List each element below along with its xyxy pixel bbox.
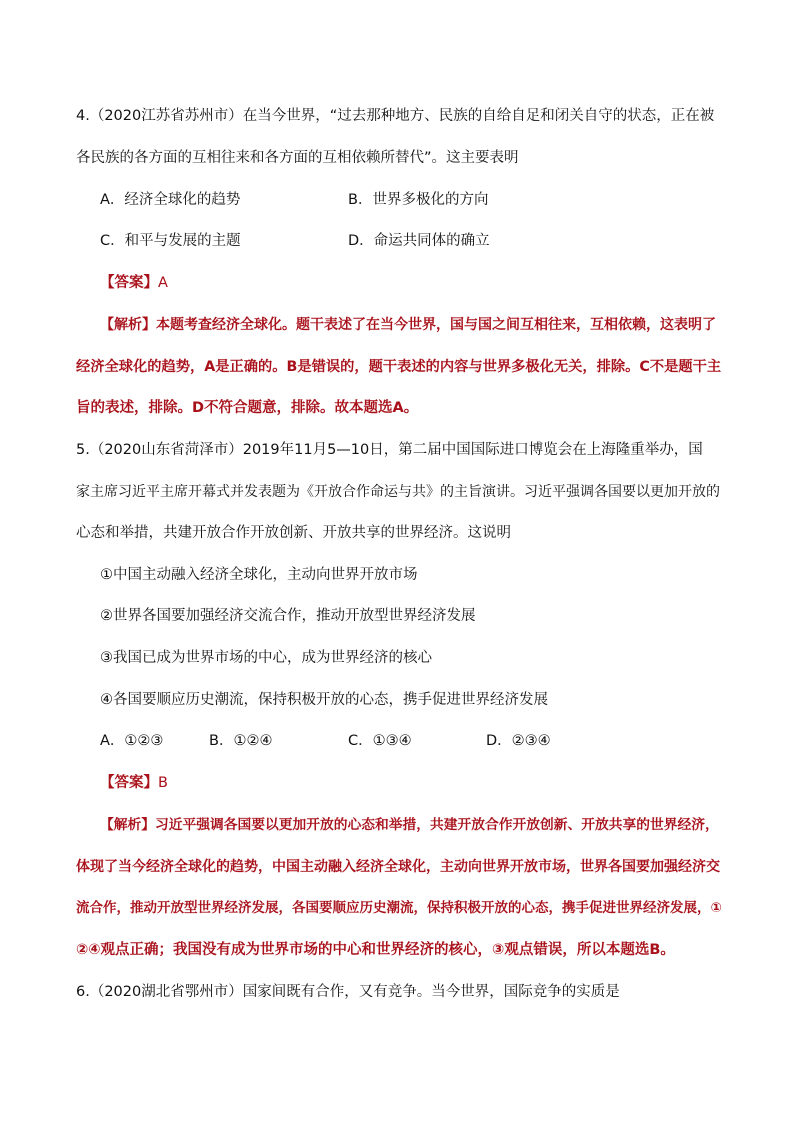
q4-analysis-line-2: 经济全球化的趋势，A是正确的。B是错误的，题干表述的内容与世界多极化无关，排除。C不是题干主 <box>76 359 722 375</box>
q4-option-b: B．世界多极化的方向 <box>348 192 489 208</box>
q4-option-a: A．经济全球化的趋势 <box>100 192 241 208</box>
q4-analysis-tag: 【解析】 <box>100 317 156 333</box>
q5-stem-line-3: 心态和举措，共建开放合作开放创新、开放共享的世界经济。这说明 <box>76 525 511 541</box>
q5-option-c: C．①③④ <box>348 733 412 749</box>
q5-statement-4: ④各国要顺应历史潮流，保持积极开放的心态，携手促进世界经济发展 <box>100 692 548 708</box>
q5-answer-value: B <box>158 775 168 791</box>
q5-statement-2: ②世界各国要加强经济交流合作，推动开放型世界经济发展 <box>100 608 476 624</box>
q5-stem-line-1: 5.（2020山东省菏泽市）2019年11月5—10日，第二届中国国际进口博览会在上海隆重举办，国 <box>76 442 703 458</box>
q4-answer <box>100 273 748 293</box>
q4-analysis-line-3: 旨的表述，排除。D不符合题意，排除。故本题选A。 <box>76 400 419 416</box>
q4-analysis-line-1 <box>100 315 724 335</box>
q5-analysis-text-1: 习近平强调各国要以更加开放的心态和举措，共建开放合作开放创新、开放共享的世界经济， <box>155 817 719 833</box>
q5-answer <box>100 773 748 793</box>
q5-option-b: B．①②④ <box>209 733 273 749</box>
q5-analysis-line-4: ②④观点正确；我国没有成为世界市场的中心和世界经济的核心，③观点错误，所以本题选B。 <box>76 942 675 958</box>
q5-statement-3: ③我国已成为世界市场的中心，成为世界经济的核心 <box>100 650 432 666</box>
q5-stem-line-2: 家主席习近平主席开幕式并发表题为《开放合作命运与共》的主旨演讲。习近平强调各国要以更加开放的 <box>76 484 720 500</box>
q4-stem-line-1: 4.（2020江苏省苏州市）在当今世界，“过去那种地方、民族的自给自足和闭关自守的状态，正在被 <box>76 108 715 124</box>
q4-answer-tag: 【答案】 <box>100 275 158 291</box>
q4-option-d: D．命运共同体的确立 <box>348 233 490 249</box>
q5-option-a: A．①②③ <box>100 733 164 749</box>
q5-analysis-tag: 【解析】 <box>100 817 156 833</box>
q4-analysis-text-1: 本题考查经济全球化。题干表述了在当今世界，国与国之间互相往来，互相依赖，这表明了 <box>156 317 716 333</box>
q4-option-c: C．和平与发展的主题 <box>100 233 241 249</box>
q5-analysis-line-2: 体现了当今经济全球化的趋势，中国主动融入经济全球化，主动向世界开放市场，世界各国要加强经济交 <box>76 859 720 875</box>
q5-statement-1: ①中国主动融入经济全球化，主动向世界开放市场 <box>100 567 418 583</box>
q4-answer-value: A <box>158 275 168 291</box>
q4-stem-line-2: 各民族的各方面的互相往来和各方面的互相依赖所替代”。这主要表明 <box>76 150 519 166</box>
q6-stem-line-1: 6.（2020湖北省鄂州市）国家间既有合作，又有竞争。当今世界，国际竞争的实质是 <box>76 984 620 1000</box>
q5-analysis-line-3: 流合作，推动开放型世界经济发展，各国要顺应历史潮流，保持积极开放的心态，携手促进世界经济发展，① <box>76 900 722 916</box>
q5-option-d: D．②③④ <box>486 733 551 749</box>
q5-answer-tag: 【答案】 <box>100 775 158 791</box>
q5-analysis-line-1 <box>100 815 724 835</box>
